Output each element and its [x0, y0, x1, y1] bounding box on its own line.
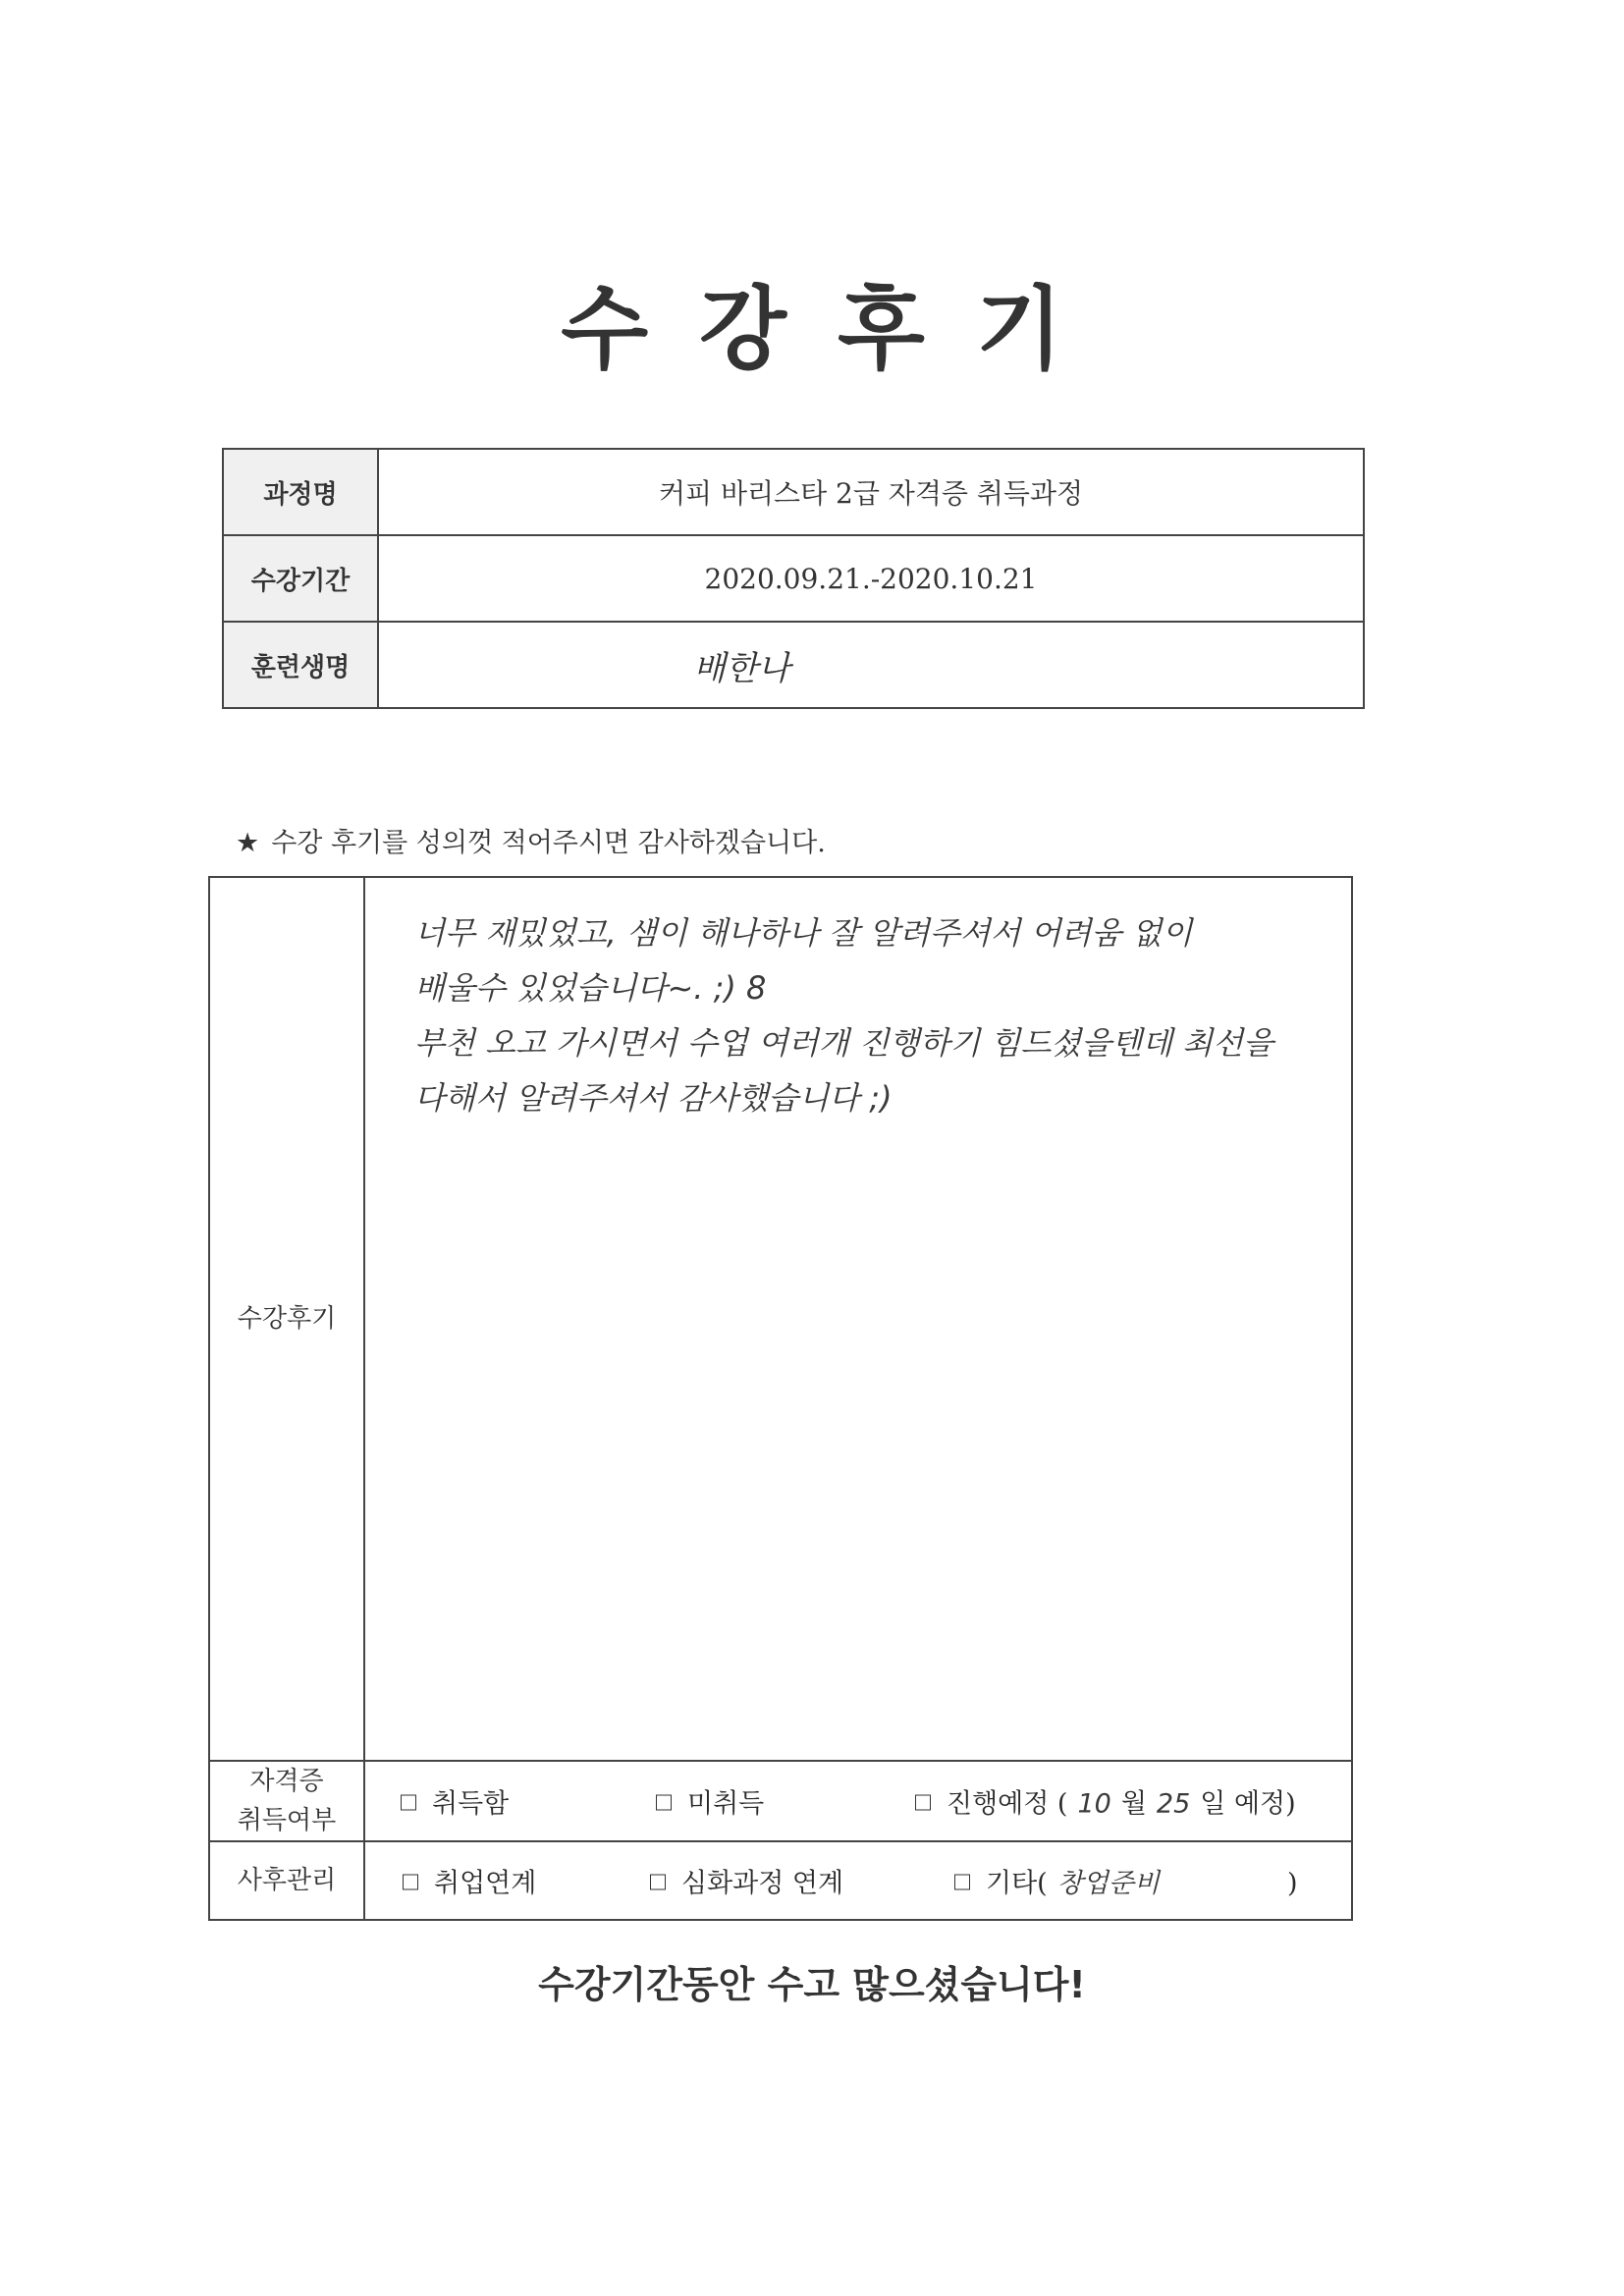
cert-option-scheduled[interactable]	[915, 1782, 1296, 1821]
trainee-name: 배한나	[378, 622, 1364, 708]
certificate-label-line2: 취득여부	[237, 1806, 337, 1835]
review-label: 수강후기	[209, 877, 364, 1761]
period-value: 2020.09.21.-2020.10.21	[378, 535, 1364, 622]
review-line-4: 다해서 알려주셔서 감사했습니다 ;)	[414, 1079, 893, 1117]
aftercare-employment-label: 취업연계	[434, 1868, 537, 1899]
notice	[236, 821, 826, 859]
checkbox-icon[interactable]	[954, 1874, 970, 1889]
cert-day-value: 25	[1156, 1788, 1191, 1820]
cert-scheduled-suffix: 예정)	[1233, 1788, 1296, 1820]
period-label: 수강기간	[223, 535, 378, 622]
review-table	[208, 876, 1353, 1921]
page-title: 수강후기	[561, 277, 1114, 382]
notice-text: 수강 후기를 성의껏 적어주시면 감사하겠습니다.	[271, 828, 826, 858]
review-text-area	[364, 877, 1352, 1761]
aftercare-option-advanced[interactable]	[650, 1862, 843, 1900]
certificate-label-line1: 자격증	[249, 1767, 324, 1796]
review-line-2: 배울수 있었습니다~. ;) 8	[414, 969, 767, 1007]
cert-day-unit: 일	[1200, 1788, 1226, 1820]
course-label: 과정명	[223, 449, 378, 535]
cert-option-not-acquired-label: 미취득	[687, 1788, 765, 1820]
certificate-options	[364, 1761, 1352, 1841]
review-line-1: 너무 재밌었고, 샘이 해나하나 잘 알려주셔서 어려움 없이	[414, 914, 1193, 952]
cert-month-value: 10	[1077, 1788, 1111, 1820]
aftercare-other-suffix: )	[1287, 1868, 1298, 1899]
certificate-label	[209, 1761, 364, 1841]
period-row	[223, 535, 1364, 622]
certificate-row	[209, 1761, 1352, 1841]
course-row	[223, 449, 1364, 535]
cert-month-unit: 월	[1120, 1788, 1147, 1820]
aftercare-option-employment[interactable]	[403, 1862, 536, 1900]
checkbox-icon[interactable]	[401, 1794, 416, 1810]
checkbox-icon[interactable]	[650, 1874, 666, 1889]
aftercare-advanced-label: 심화과정 연계	[681, 1868, 844, 1899]
checkbox-icon[interactable]	[656, 1794, 672, 1810]
aftercare-other-value: 창업준비	[1056, 1868, 1161, 1899]
aftercare-option-other[interactable]	[954, 1862, 1298, 1900]
cert-option-not-acquired[interactable]	[656, 1782, 764, 1821]
cert-option-acquired[interactable]	[401, 1782, 509, 1821]
closing-message: 수강기간동안 수고 많으셨습니다!	[538, 1963, 1086, 2006]
course-info-table	[222, 448, 1365, 709]
checkbox-icon[interactable]	[403, 1874, 418, 1889]
checkbox-icon[interactable]	[915, 1794, 931, 1810]
aftercare-other-prefix: 기타(	[986, 1868, 1048, 1899]
trainee-row	[223, 622, 1364, 708]
course-value: 커피 바리스타 2급 자격증 취득과정	[378, 449, 1364, 535]
review-row	[209, 877, 1352, 1761]
aftercare-options	[364, 1841, 1352, 1920]
cert-option-acquired-label: 취득함	[432, 1788, 510, 1820]
review-line-3: 부천 오고 가시면서 수업 여러개 진행하기 힘드셨을텐데 최선을	[414, 1024, 1273, 1062]
trainee-label: 훈련생명	[223, 622, 378, 708]
aftercare-label: 사후관리	[209, 1841, 364, 1920]
aftercare-row	[209, 1841, 1352, 1920]
cert-scheduled-prefix: 진행예정 (	[947, 1788, 1068, 1820]
star-icon: ★	[236, 828, 260, 858]
